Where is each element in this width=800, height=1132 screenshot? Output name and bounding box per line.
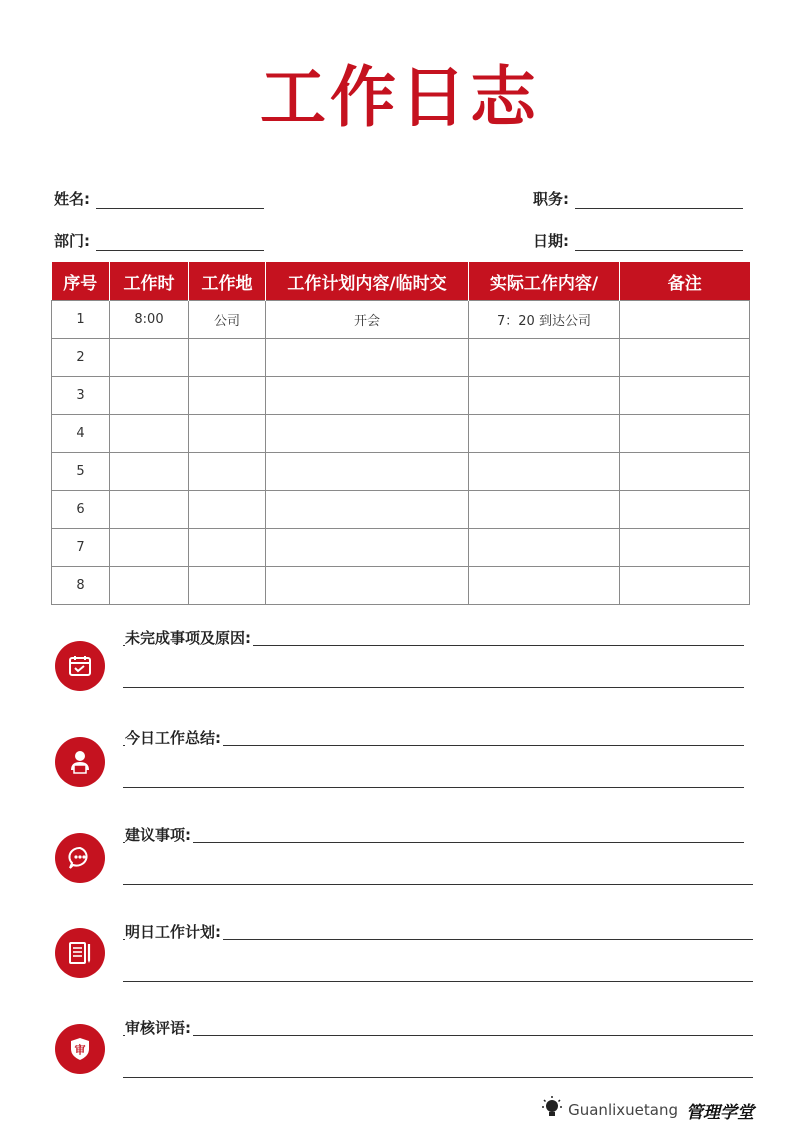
cell-index: 6 — [52, 491, 110, 529]
brand-name-en: Guanlixuetang — [568, 1101, 678, 1119]
name-field — [54, 188, 264, 209]
cell-location[interactable] — [189, 453, 266, 491]
cell-actual[interactable] — [469, 453, 620, 491]
person-laptop-icon — [55, 737, 105, 787]
cell-plan[interactable] — [266, 377, 469, 415]
cell-plan[interactable] — [266, 567, 469, 605]
tomorrow-plan-line-2[interactable] — [123, 981, 753, 982]
table-row — [52, 415, 750, 453]
table-header-row — [52, 262, 750, 301]
header-index: 序号 — [52, 262, 110, 301]
date-label: 日期: — [533, 232, 569, 250]
section-unfinished — [55, 629, 755, 719]
cell-plan[interactable] — [266, 453, 469, 491]
cell-index: 8 — [52, 567, 110, 605]
table-row — [52, 529, 750, 567]
section-summary — [55, 729, 755, 819]
speech-bubble-icon — [55, 833, 105, 883]
cell-actual[interactable] — [469, 567, 620, 605]
header-actual: 实际工作内容/ — [469, 262, 620, 301]
cell-index: 1 — [52, 301, 110, 339]
cell-remarks[interactable] — [620, 415, 750, 453]
cell-actual[interactable] — [469, 339, 620, 377]
cell-time[interactable] — [110, 567, 189, 605]
table-row — [52, 567, 750, 605]
section-label: 未完成事项及原因: — [125, 629, 251, 647]
department-field — [54, 230, 264, 251]
cell-plan[interactable] — [266, 491, 469, 529]
cell-index: 4 — [52, 415, 110, 453]
header-remarks: 备注 — [620, 262, 750, 301]
position-input-line[interactable] — [575, 194, 743, 209]
section-suggestions — [55, 826, 755, 916]
cell-location[interactable] — [189, 377, 266, 415]
cell-location[interactable] — [189, 529, 266, 567]
table-row — [52, 491, 750, 529]
section-tomorrow-plan — [55, 923, 755, 1013]
cell-actual[interactable] — [469, 529, 620, 567]
date-field — [533, 230, 743, 251]
review-line-2[interactable] — [123, 1077, 753, 1078]
table-row — [52, 377, 750, 415]
section-label: 明日工作计划: — [125, 923, 221, 941]
unfinished-line-2[interactable] — [123, 687, 744, 688]
cell-time[interactable]: 8:00 — [110, 301, 189, 339]
cell-remarks[interactable] — [620, 491, 750, 529]
header-time: 工作时 — [110, 262, 189, 301]
cell-time[interactable] — [110, 377, 189, 415]
section-label: 今日工作总结: — [125, 729, 221, 747]
cell-index: 5 — [52, 453, 110, 491]
table-row — [52, 339, 750, 377]
cell-location[interactable] — [189, 491, 266, 529]
cell-remarks[interactable] — [620, 377, 750, 415]
cell-actual[interactable] — [469, 491, 620, 529]
cell-plan[interactable] — [266, 339, 469, 377]
cell-plan[interactable] — [266, 529, 469, 567]
cell-remarks[interactable] — [620, 567, 750, 605]
cell-time[interactable] — [110, 415, 189, 453]
suggestions-line-1[interactable] — [123, 842, 744, 843]
checklist-pen-icon — [55, 928, 105, 978]
cell-actual[interactable]: 7：20 到达公司 — [469, 301, 620, 339]
summary-line-2[interactable] — [123, 787, 744, 788]
cell-actual[interactable] — [469, 415, 620, 453]
department-label: 部门: — [54, 232, 90, 250]
cell-remarks[interactable] — [620, 339, 750, 377]
cell-plan[interactable]: 开会 — [266, 301, 469, 339]
page-title: 工作日志 — [260, 59, 540, 136]
table-row — [52, 453, 750, 491]
calendar-check-icon — [55, 641, 105, 691]
section-label: 审核评语: — [125, 1019, 191, 1037]
position-field — [533, 188, 743, 209]
date-input-line[interactable] — [575, 236, 743, 251]
cell-location[interactable]: 公司 — [189, 301, 266, 339]
shield-approve-icon — [55, 1024, 105, 1074]
work-log-table — [51, 262, 750, 605]
cell-time[interactable] — [110, 339, 189, 377]
lightbulb-icon — [542, 1096, 562, 1124]
header-location: 工作地 — [189, 262, 266, 301]
brand-name-cn: 管理学堂 — [686, 1102, 754, 1123]
cell-location[interactable] — [189, 415, 266, 453]
department-input-line[interactable] — [96, 236, 264, 251]
cell-remarks[interactable] — [620, 453, 750, 491]
cell-remarks[interactable] — [620, 301, 750, 339]
cell-actual[interactable] — [469, 377, 620, 415]
cell-index: 2 — [52, 339, 110, 377]
name-input-line[interactable] — [96, 194, 264, 209]
position-label: 职务: — [533, 190, 569, 208]
cell-time[interactable] — [110, 453, 189, 491]
suggestions-line-2[interactable] — [123, 884, 753, 885]
cell-remarks[interactable] — [620, 529, 750, 567]
name-label: 姓名: — [54, 190, 90, 208]
cell-location[interactable] — [189, 567, 266, 605]
cell-index: 3 — [52, 377, 110, 415]
svg-text:审: 审 — [74, 1043, 86, 1057]
cell-time[interactable] — [110, 529, 189, 567]
footer-brand — [542, 1096, 754, 1124]
table-row — [52, 301, 750, 339]
cell-plan[interactable] — [266, 415, 469, 453]
cell-index: 7 — [52, 529, 110, 567]
cell-location[interactable] — [189, 339, 266, 377]
section-label: 建议事项: — [125, 826, 191, 844]
review-line-1[interactable] — [123, 1035, 753, 1036]
header-plan: 工作计划内容/临时交 — [266, 262, 469, 301]
cell-time[interactable] — [110, 491, 189, 529]
